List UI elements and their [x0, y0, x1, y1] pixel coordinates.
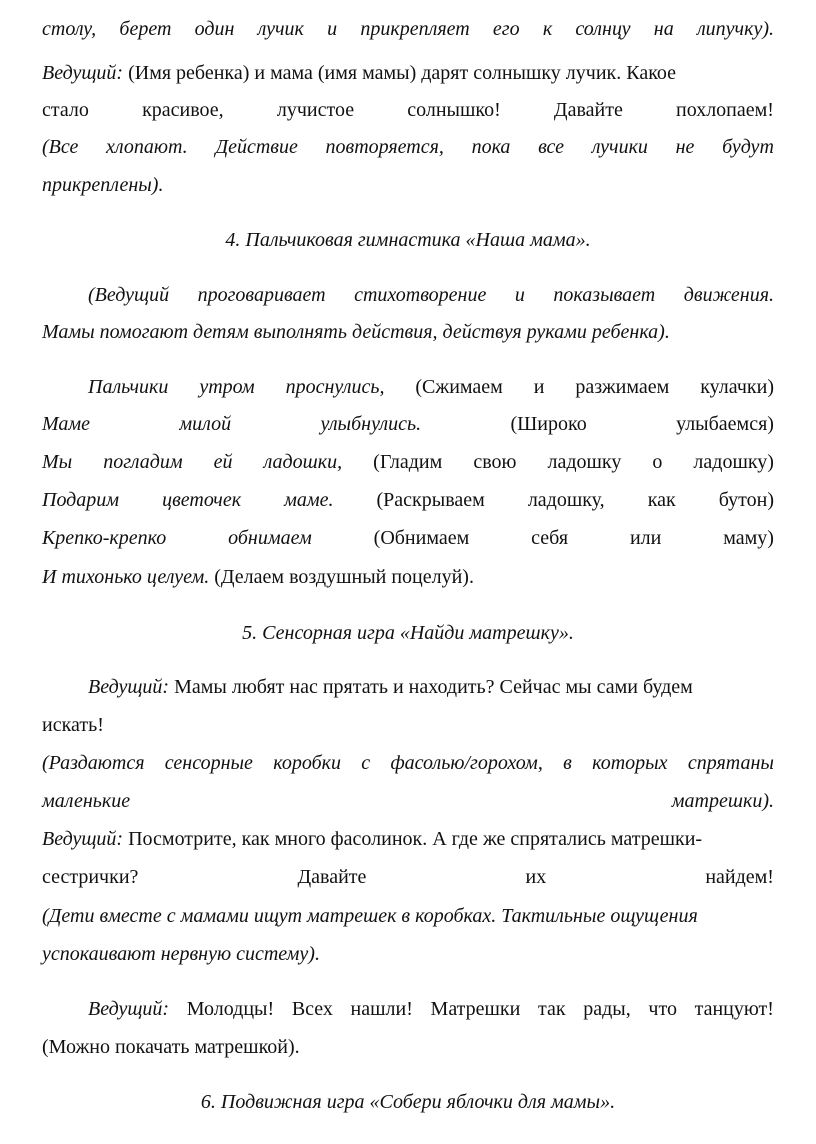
speaker-label: Ведущий: — [42, 62, 124, 84]
word: и — [514, 284, 525, 306]
poem-action-word: свою — [473, 451, 517, 473]
word: все — [538, 136, 565, 158]
word: его — [492, 18, 520, 40]
poem-words: И тихонько целуем. — [42, 566, 210, 588]
line-l10 — [42, 789, 774, 813]
word: движения. — [683, 284, 774, 306]
word: сестрички? — [42, 866, 139, 888]
line-l4: прикреплены). — [42, 174, 164, 196]
line-text: Посмотрите, как много фасолинок. А где же спрятались матрешки- — [123, 828, 703, 850]
line-l15 — [88, 997, 774, 1021]
poem-action-word: разжимаем — [575, 376, 670, 398]
poem-word: утром — [199, 376, 255, 398]
word: спрятаны — [687, 752, 774, 774]
word: будут — [722, 136, 774, 158]
word: в — [563, 752, 572, 774]
poem-line — [42, 450, 774, 474]
line-l8: искать! — [42, 714, 104, 736]
word: лучистое — [276, 99, 355, 121]
section-heading-5: 5. Сенсорная игра «Найди матрешку». — [242, 622, 574, 644]
line-l11 — [42, 827, 774, 851]
line-l6: Мамы помогают детям выполнять действия, действуя руками ребенка). — [42, 321, 670, 343]
word: фасолью/горохом, — [390, 752, 543, 774]
line-l3 — [42, 135, 774, 159]
word: берет — [119, 18, 172, 40]
poem-action-word: ладошку) — [693, 451, 774, 473]
word: показывает — [553, 284, 656, 306]
word: их — [525, 866, 547, 888]
word: с — [361, 752, 371, 774]
word: солнышко! — [407, 99, 501, 121]
line-l1 — [42, 61, 774, 85]
word: лучик — [257, 18, 304, 40]
poem-word: Мы — [42, 451, 73, 473]
poem-word: цветочек — [162, 489, 242, 511]
line-l16: (Можно покачать матрешкой). — [42, 1036, 300, 1058]
word: и — [327, 18, 338, 40]
word: (Все — [42, 136, 79, 158]
line-l2 — [42, 98, 774, 122]
word: Давайте — [297, 866, 367, 888]
line-l5 — [88, 283, 774, 307]
section-heading-6: 6. Подвижная игра «Собери яблочки для мамы». — [200, 1091, 616, 1113]
word: что — [648, 998, 677, 1020]
word: Всех — [291, 998, 333, 1020]
word: столу, — [42, 18, 97, 40]
poem-line — [42, 488, 774, 512]
poem-line — [42, 412, 774, 436]
poem-action-word: бутон) — [718, 489, 774, 511]
line-l14: успокаивают нервную систему). — [42, 943, 320, 965]
word: (Ведущий — [88, 284, 170, 306]
line-l0 — [42, 17, 774, 41]
poem-word: проснулись, — [285, 376, 385, 398]
word: не — [675, 136, 695, 158]
word: Молодцы! — [186, 998, 275, 1020]
poem-word: Пальчики — [88, 376, 169, 398]
word: прикрепляет — [360, 18, 470, 40]
poem-word: Подарим — [42, 489, 120, 511]
poem-line — [88, 375, 774, 399]
poem-action: (Делаем воздушный поцелуй). — [209, 566, 474, 588]
speaker-label: Ведущий: — [88, 676, 170, 698]
word: которых — [592, 752, 668, 774]
word: рады, — [583, 998, 631, 1020]
word: коробки — [273, 752, 341, 774]
poem-word: Маме — [42, 413, 91, 435]
poem-action-word: (Раскрываем — [376, 489, 485, 511]
poem-word: обнимаем — [228, 527, 312, 549]
word: Давайте — [553, 99, 623, 121]
line-l13: (Дети вместе с мамами ищут матрешек в коробках. Тактильные ощущения — [42, 905, 698, 927]
poem-action-word: и — [533, 376, 545, 398]
word: к — [542, 18, 553, 40]
word: повторяется, — [325, 136, 444, 158]
word: матрешки). — [671, 790, 774, 812]
line-text: (Имя ребенка) и мама (имя мамы) дарят солнышку лучик. Какое — [123, 62, 677, 84]
word: лучики — [591, 136, 648, 158]
poem-word: улыбнулись. — [320, 413, 422, 435]
poem-action-word: (Сжимаем — [415, 376, 503, 398]
poem-action-word: (Обнимаем — [373, 527, 470, 549]
line-l7 — [88, 675, 774, 699]
word: на — [653, 18, 674, 40]
section-heading-4: 4. Пальчиковая гимнастика «Наша мама». — [225, 229, 591, 251]
poem-action-word: или — [629, 527, 662, 549]
line-text: Мамы любят нас прятать и находить? Сейчас мы сами будем — [169, 676, 693, 698]
poem-word: ладошки, — [263, 451, 343, 473]
poem-word: маме. — [284, 489, 334, 511]
poem-action-word: ладошку — [547, 451, 622, 473]
poem-action-word: (Гладим — [373, 451, 443, 473]
word: так — [538, 998, 566, 1020]
poem-word: Крепко-крепко — [42, 527, 167, 549]
poem-action-word: улыбаемся) — [676, 413, 774, 435]
word: солнцу — [575, 18, 631, 40]
word: стихотворение — [354, 284, 487, 306]
word: найдем! — [705, 866, 774, 888]
word: пока — [471, 136, 511, 158]
poem-action-word: как — [647, 489, 676, 511]
word: проговаривает — [197, 284, 326, 306]
poem-line-last — [42, 565, 774, 589]
poem-action-word: (Широко — [510, 413, 587, 435]
line-l12 — [42, 865, 774, 889]
poem-word: милой — [179, 413, 232, 435]
word: сенсорные — [164, 752, 253, 774]
word: Матрешки — [430, 998, 521, 1020]
word: стало — [42, 99, 89, 121]
word: хлопают. — [106, 136, 188, 158]
poem-action-word: маму) — [723, 527, 774, 549]
word: Действие — [215, 136, 298, 158]
word: липучку). — [696, 18, 774, 40]
speaker-label: Ведущий: — [42, 828, 124, 850]
word: один — [194, 18, 235, 40]
poem-action-word: ладошку, — [527, 489, 605, 511]
speaker-label: Ведущий: — [88, 998, 170, 1020]
line-l9 — [42, 751, 774, 775]
word: (Раздаются — [42, 752, 145, 774]
poem-word: погладим — [103, 451, 183, 473]
poem-action-word: о — [652, 451, 663, 473]
poem-action-word: себя — [531, 527, 569, 549]
word: нашли! — [350, 998, 413, 1020]
word: красивое, — [142, 99, 224, 121]
poem-action-word: кулачки) — [700, 376, 774, 398]
word: танцуют! — [694, 998, 774, 1020]
word: маленькие — [42, 790, 131, 812]
poem-word: ей — [213, 451, 233, 473]
word: похлопаем! — [676, 99, 774, 121]
poem-line — [42, 526, 774, 550]
